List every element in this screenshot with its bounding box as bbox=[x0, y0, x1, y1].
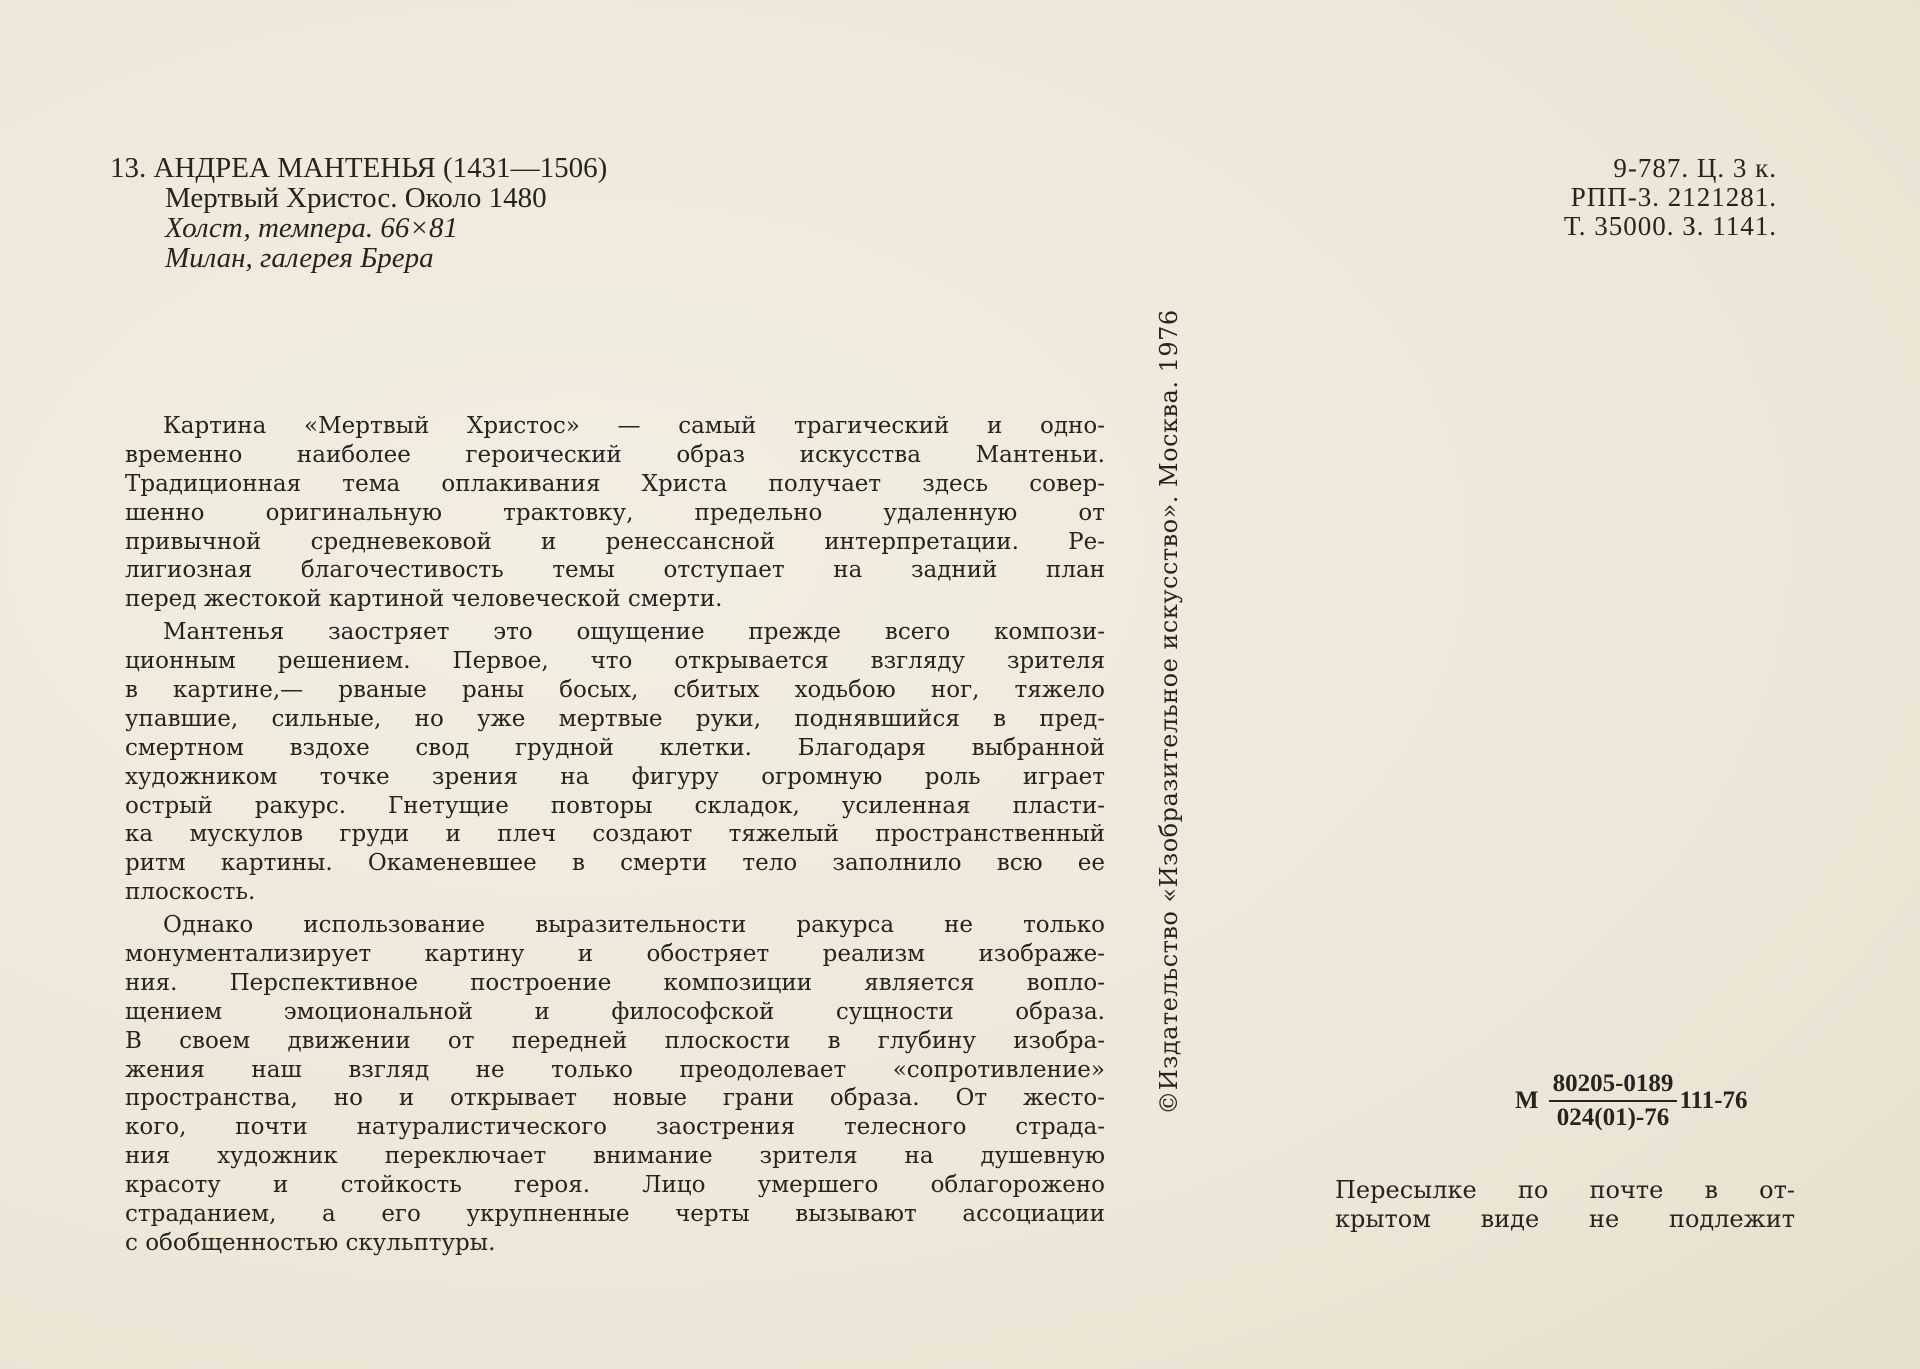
text-line: монументализирует картину и обостряет реализм изображе- bbox=[125, 941, 1105, 968]
code-prefix: М bbox=[1515, 1087, 1539, 1114]
text-line: ния художник переключает внимание зрителя на душевную bbox=[125, 1143, 1105, 1170]
price-line: 9-787. Ц. 3 к. bbox=[1613, 153, 1777, 183]
catalog-code bbox=[1515, 1070, 1748, 1132]
text-line: Мантенья заостряет это ощущение прежде всего компози- bbox=[163, 619, 1105, 646]
postal-notice bbox=[1335, 1174, 1795, 1232]
text-line: лигиозная благочестивость темы отступает на задний план bbox=[125, 557, 1105, 584]
text-line: художником точке зрения на фигуру огромную роль играет bbox=[125, 763, 1105, 790]
text-line: перед жестокой картиной человеческой смерти. bbox=[125, 586, 723, 613]
text-line: жения наш взгляд не только преодолевает «сопротивление» bbox=[125, 1056, 1105, 1083]
text-line: В своем движении от передней плоскости в глубину изобра- bbox=[125, 1027, 1105, 1054]
text-line: ритм картины. Окаменевшее в смерти тело заполнило всю ее bbox=[125, 850, 1105, 877]
print-run-line: Т. 35000. З. 1141. bbox=[1563, 211, 1777, 241]
text-line: Однако использование выразительности ракурса не только bbox=[163, 912, 1105, 939]
text-line: щением эмоциональной и философской сущности образа. bbox=[125, 998, 1105, 1025]
artist-title: 13. АНДРЕА МАНТЕНЬЯ (1431—1506) bbox=[110, 152, 608, 184]
publisher-imprint: ©Издательство «Изобразительное искусство». Москва. 1976 bbox=[1155, 309, 1183, 1115]
text-line: шенно оригинальную трактовку, предельно удаленную от bbox=[125, 499, 1105, 526]
artwork-medium: Холст, темпера. 66×81 bbox=[165, 212, 458, 244]
text-line: привычной средневековой и ренессансной интерпретации. Ре- bbox=[125, 528, 1105, 555]
print-info bbox=[1564, 154, 1777, 241]
artwork-location: Милан, галерея Брера bbox=[165, 242, 434, 274]
text-line: плоскость. bbox=[125, 879, 256, 906]
text-line: страданием, а его укрупненные черты вызывают ассоциации bbox=[125, 1201, 1105, 1228]
text-line: острый ракурс. Гнетущие повторы складок, усиленная пласти- bbox=[125, 792, 1105, 819]
text-line: временно наиболее героический образ искусства Мантеньи. bbox=[125, 441, 1105, 468]
artwork-title: Мертвый Христос. Около 1480 bbox=[165, 182, 547, 214]
code-fraction bbox=[1549, 1070, 1678, 1132]
code-suffix: 111-76 bbox=[1679, 1087, 1748, 1114]
code-numerator: 80205-0189 bbox=[1549, 1070, 1678, 1102]
text-line: ния. Перспективное построение композиции является вопло- bbox=[125, 969, 1105, 996]
text-line: ционным решением. Первое, что открывается взгляду зрителя bbox=[125, 648, 1105, 675]
text-line: смертном вздохе свод грудной клетки. Благодаря выбранной bbox=[125, 734, 1105, 761]
text-line: в картине,— рваные раны босых, сбитых ходьбою ног, тяжело bbox=[125, 677, 1105, 704]
text-line: кого, почти натуралистического заострения телесного страда- bbox=[125, 1114, 1105, 1141]
text-line: ка мускулов груди и плеч создают тяжелый пространственный bbox=[125, 821, 1105, 848]
description-text bbox=[125, 412, 1105, 1258]
text-line: упавшие, сильные, но уже мертвые руки, поднявшийся в пред- bbox=[125, 705, 1105, 732]
text-line: Картина «Мертвый Христос» — самый трагический и одно- bbox=[163, 413, 1105, 439]
code-denominator: 024(01)-76 bbox=[1556, 1104, 1670, 1131]
artwork-caption bbox=[110, 153, 607, 273]
order-line: РПП-3. 2121281. bbox=[1570, 182, 1777, 212]
text-line: с обобщенностью скульптуры. bbox=[125, 1229, 496, 1256]
text-line: красоту и стойкость героя. Лицо умершего облагорожено bbox=[125, 1172, 1105, 1199]
notice-line: крытом виде не подлежит bbox=[1335, 1204, 1795, 1233]
text-line: Традиционная тема оплакивания Христа получает здесь совер- bbox=[125, 470, 1105, 497]
text-line: пространства, но и открывает новые грани образа. От жесто- bbox=[125, 1085, 1105, 1112]
notice-line: Пересылке по почте в от- bbox=[1335, 1176, 1795, 1204]
